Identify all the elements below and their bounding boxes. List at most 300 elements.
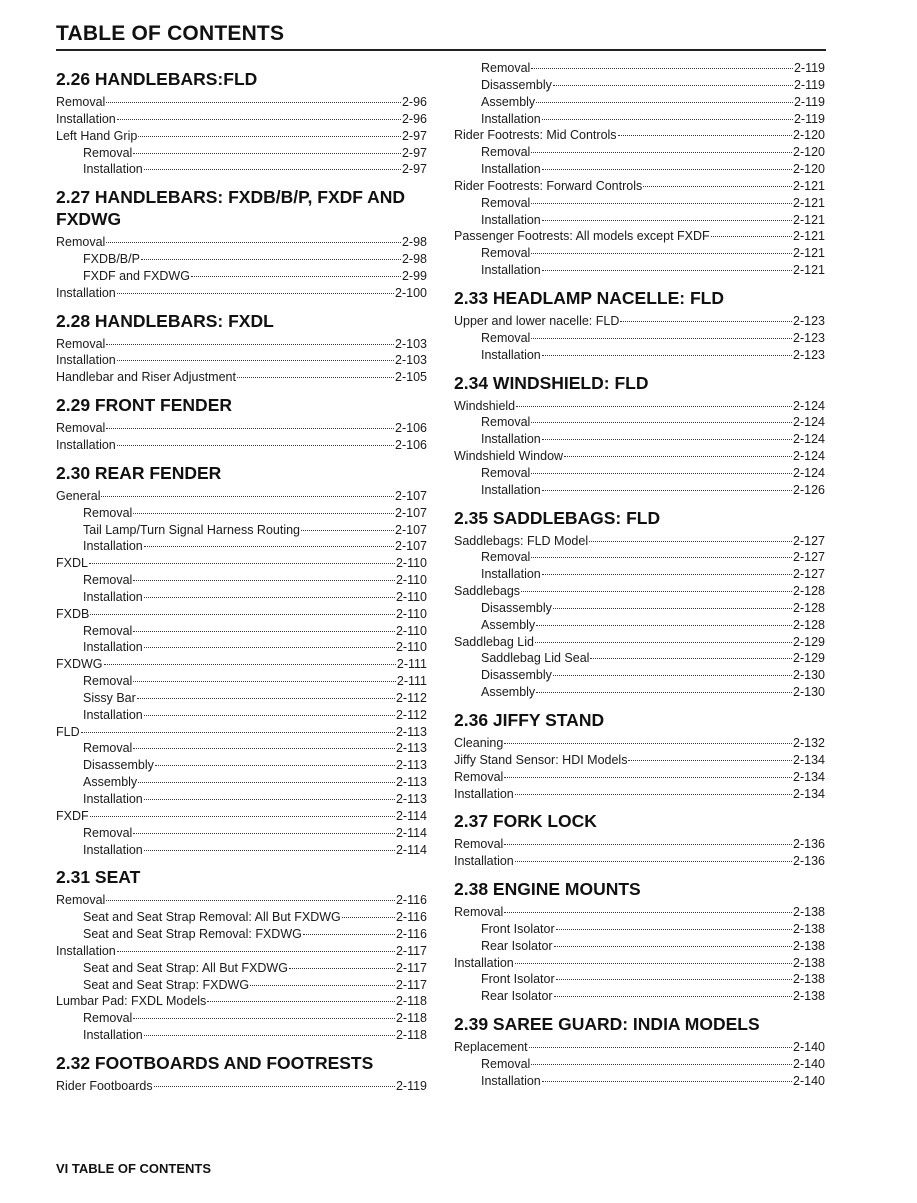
dot-leader [542, 574, 792, 575]
dot-leader [144, 647, 395, 648]
toc-entry-page: 2-100 [395, 285, 427, 300]
toc-entry-page: 2-99 [401, 268, 427, 283]
toc-entry-title: Installation [83, 162, 143, 177]
toc-entry-page: 2-110 [395, 640, 427, 655]
toc-entry-title: Seat and Seat Strap Removal: All But FXDWG [83, 910, 341, 925]
toc-entry-page: 2-128 [793, 617, 825, 632]
toc-entry[interactable] [454, 617, 825, 634]
toc-entry[interactable] [454, 398, 825, 415]
toc-entry-title: FXDWG [56, 657, 103, 672]
toc-entry[interactable] [454, 482, 825, 499]
toc-entry[interactable] [454, 786, 825, 803]
dot-leader [144, 799, 395, 800]
toc-entry-title: Installation [481, 347, 541, 362]
toc-entry-title: FXDB [56, 606, 90, 621]
toc-entry-title: Installation [481, 1073, 541, 1088]
dot-leader [191, 276, 401, 277]
toc-entry[interactable] [56, 993, 427, 1010]
toc-entry[interactable] [454, 955, 825, 972]
toc-entry-page: 2-110 [395, 573, 427, 588]
section-heading: 2.31 SEAT [56, 867, 141, 888]
toc-entry[interactable] [454, 921, 825, 938]
toc-entry-title: Removal [83, 573, 133, 588]
toc-entry[interactable] [454, 212, 825, 229]
dot-leader [106, 344, 394, 345]
toc-entry-page: 2-97 [401, 162, 427, 177]
dot-leader [531, 152, 792, 153]
toc-entry[interactable] [454, 904, 825, 921]
dot-leader [101, 496, 394, 497]
toc-entry[interactable] [454, 938, 825, 955]
toc-entry-title: Removal [454, 769, 504, 784]
toc-entry-title: Removal [481, 415, 531, 430]
toc-entry-title: Rear Isolator [481, 989, 553, 1004]
toc-entry-page: 2-117 [395, 960, 427, 975]
toc-entry[interactable] [56, 909, 427, 926]
toc-entry-title: Installation [481, 263, 541, 278]
toc-entry-page: 2-116 [395, 893, 427, 908]
toc-entry[interactable] [56, 488, 427, 505]
toc-entry-title: Installation [481, 567, 541, 582]
toc-entry[interactable] [56, 234, 427, 251]
dot-leader [536, 102, 793, 103]
toc-entry[interactable] [56, 1010, 427, 1027]
toc-entry[interactable] [56, 639, 427, 656]
toc-entry-page: 2-110 [395, 556, 427, 571]
dot-leader [589, 541, 792, 542]
toc-entry-title: Rider Footrests: Forward Controls [454, 178, 643, 193]
dot-leader [628, 760, 792, 761]
toc-entry-title: Disassembly [481, 668, 552, 683]
toc-entry[interactable] [56, 707, 427, 724]
toc-entry[interactable] [56, 757, 427, 774]
section-heading: 2.34 WINDSHIELD: FLD [454, 372, 649, 393]
toc-entry[interactable] [56, 128, 427, 145]
toc-entry-page: 2-114 [395, 842, 427, 857]
dot-leader [536, 625, 792, 626]
dot-leader [711, 236, 792, 237]
toc-entry[interactable] [454, 60, 825, 77]
toc-entry-page: 2-129 [793, 651, 825, 666]
dot-leader [133, 513, 394, 514]
toc-entry[interactable] [454, 347, 825, 364]
toc-entry[interactable] [454, 600, 825, 617]
toc-entry-title: Disassembly [481, 600, 552, 615]
toc-entry[interactable] [454, 195, 825, 212]
toc-entry-page: 2-127 [793, 567, 825, 582]
toc-entry[interactable] [56, 825, 427, 842]
toc-entry[interactable] [454, 583, 825, 600]
toc-entry-title: Installation [481, 482, 541, 497]
dot-leader [89, 563, 395, 564]
toc-entry-page: 2-120 [793, 128, 825, 143]
toc-entry-page: 2-98 [401, 252, 427, 267]
toc-entry-page: 2-106 [395, 437, 427, 452]
toc-entry[interactable] [56, 251, 427, 268]
toc-entry[interactable] [56, 352, 427, 369]
toc-entry-page: 2-121 [793, 246, 825, 261]
toc-entry-title: Installation [481, 111, 541, 126]
toc-entry[interactable] [56, 926, 427, 943]
toc-entry-title: Removal [56, 95, 106, 109]
section-heading: 2.36 JIFFY STAND [454, 710, 605, 730]
toc-entry-page: 2-126 [793, 482, 825, 497]
dot-leader [643, 186, 792, 187]
toc-entry-title: Assembly [481, 94, 536, 109]
toc-entry-page: 2-120 [793, 162, 825, 177]
dot-leader [531, 253, 792, 254]
dot-leader [144, 850, 395, 851]
toc-entry-page: 2-140 [793, 1040, 825, 1055]
toc-entry[interactable] [56, 111, 427, 128]
section-heading: 2.33 HEADLAMP NACELLE: FLD [454, 287, 724, 308]
dot-leader [553, 85, 793, 86]
toc-entry-page: 2-123 [793, 313, 825, 328]
toc-entry-page: 2-116 [395, 927, 427, 942]
dot-leader [144, 169, 401, 170]
toc-entry[interactable] [56, 285, 427, 302]
toc-entry-title: Removal [481, 330, 531, 345]
toc-entry[interactable] [454, 1039, 825, 1056]
toc-entry[interactable] [56, 538, 427, 555]
toc-entry-page: 2-96 [401, 95, 427, 109]
toc-entry-title: Removal [481, 246, 531, 261]
toc-entry[interactable] [454, 465, 825, 482]
toc-entry-page: 2-124 [793, 415, 825, 430]
toc-entry-title: Seat and Seat Strap: FXDWG [83, 977, 250, 992]
toc-entry-page: 2-120 [793, 145, 825, 160]
toc-entry-title: Removal [481, 195, 531, 210]
toc-entry-page: 2-136 [793, 837, 825, 852]
toc-entry[interactable] [454, 1073, 825, 1090]
toc-entry-title: Tail Lamp/Turn Signal Harness Routing [83, 522, 301, 537]
toc-entry-title: Disassembly [83, 758, 154, 773]
toc-entry[interactable] [56, 960, 427, 977]
toc-entry[interactable] [454, 684, 825, 701]
toc-entry-title: Front Isolator [481, 921, 555, 936]
dot-leader [531, 1064, 792, 1065]
dot-leader [535, 642, 792, 643]
toc-entry-page: 2-117 [395, 943, 427, 958]
toc-entry-page: 2-124 [793, 449, 825, 464]
toc-entry[interactable] [56, 673, 427, 690]
toc-entry[interactable] [454, 313, 825, 330]
toc-entry[interactable] [454, 111, 825, 128]
toc-entry[interactable] [56, 572, 427, 589]
toc-entry[interactable] [56, 522, 427, 539]
toc-entry-page: 2-103 [395, 353, 427, 368]
toc-entry-title: Jiffy Stand Sensor: HDI Models [454, 752, 628, 767]
toc-entry[interactable] [56, 1027, 427, 1044]
section-heading: 2.38 ENGINE MOUNTS [454, 879, 641, 900]
toc-entry[interactable] [454, 549, 825, 566]
toc-entry-page: 2-123 [793, 347, 825, 362]
toc-entry-title: Left Hand Grip [56, 128, 138, 143]
toc-entry-title: Handlebar and Riser Adjustment [56, 370, 236, 385]
dot-leader [618, 135, 792, 136]
toc-entry[interactable] [56, 791, 427, 808]
toc-entry-page: 2-127 [793, 550, 825, 565]
dot-leader [542, 220, 792, 221]
toc-entry[interactable] [56, 656, 427, 673]
toc-entry[interactable] [454, 1056, 825, 1073]
toc-entry-title: Installation [56, 353, 116, 368]
toc-entry[interactable] [56, 268, 427, 285]
toc-entry[interactable] [454, 836, 825, 853]
toc-entry-page: 2-124 [793, 398, 825, 413]
toc-entry[interactable] [56, 336, 427, 353]
section-heading: 2.39 SAREE GUARD: INDIA MODELS [454, 1014, 760, 1035]
toc-entry-title: Installation [83, 792, 143, 806]
dot-leader [531, 557, 792, 558]
toc-entry-page: 2-134 [793, 769, 825, 784]
toc-entry[interactable] [56, 369, 427, 386]
toc-entry-title: Installation [83, 1028, 143, 1043]
toc-entry[interactable] [56, 892, 427, 909]
dot-leader [133, 1018, 395, 1019]
toc-entry-title: Passenger Footrests: All models except FXDF [454, 229, 710, 244]
toc-entry-title: Replacement [454, 1040, 528, 1055]
toc-entry[interactable] [56, 437, 427, 454]
toc-entry-page: 2-118 [395, 1011, 427, 1026]
toc-entry-page: 2-119 [793, 94, 825, 109]
dot-leader [141, 259, 401, 260]
toc-entry-title: Rear Isolator [481, 938, 553, 953]
toc-entry[interactable] [56, 420, 427, 437]
toc-entry-page: 2-114 [395, 825, 427, 840]
toc-entry-title: Saddlebag Lid [454, 634, 534, 649]
dot-leader [133, 631, 395, 632]
toc-entry[interactable] [454, 245, 825, 262]
toc-entry[interactable] [454, 178, 825, 195]
toc-entry-title: Removal [83, 741, 133, 756]
toc-entry-page: 2-127 [793, 533, 825, 548]
toc-entry-page: 2-140 [793, 1056, 825, 1071]
dot-leader [542, 490, 792, 491]
dot-leader [342, 917, 395, 918]
dot-leader [590, 658, 792, 659]
dot-leader [516, 406, 792, 407]
toc-entry-page: 2-113 [395, 741, 427, 756]
toc-entry-title: Removal [56, 235, 106, 250]
toc-entry[interactable] [56, 606, 427, 623]
toc-entry[interactable] [56, 589, 427, 606]
toc-entry[interactable] [56, 145, 427, 162]
toc-entry[interactable] [56, 977, 427, 994]
toc-entry[interactable] [56, 94, 427, 111]
toc-entry[interactable] [454, 634, 825, 651]
toc-entry-page: 2-138 [793, 905, 825, 920]
toc-left-column [56, 60, 427, 1095]
dot-leader [515, 794, 792, 795]
toc-entry-page: 2-105 [395, 370, 427, 385]
toc-entry-title: Installation [56, 285, 116, 300]
toc-entry-title: Installation [454, 854, 514, 869]
toc-entry-title: Lumbar Pad: FXDL Models [56, 994, 207, 1009]
toc-entry-page: 2-107 [395, 505, 427, 520]
toc-entry[interactable] [56, 808, 427, 825]
dot-leader [133, 833, 395, 834]
toc-entry-page: 2-107 [395, 488, 427, 503]
dot-leader [106, 102, 401, 103]
toc-entry-page: 2-96 [401, 111, 427, 126]
toc-entry-page: 2-123 [793, 330, 825, 345]
toc-entry[interactable] [454, 77, 825, 94]
toc-entry-title: Removal [83, 623, 133, 638]
toc-entry[interactable] [454, 566, 825, 583]
toc-entry-page: 2-121 [793, 229, 825, 244]
dot-leader [117, 445, 394, 446]
toc-entry-page: 2-116 [395, 910, 427, 925]
toc-entry-title: Saddlebag Lid Seal [481, 651, 590, 666]
toc-entry-page: 2-129 [793, 634, 825, 649]
toc-entry[interactable] [56, 623, 427, 640]
dot-leader [542, 1081, 792, 1082]
toc-entry-title: Removal [83, 825, 133, 840]
toc-entry-title: Removal [56, 893, 106, 908]
toc-entry-title: Installation [56, 111, 116, 126]
toc-entry[interactable] [454, 769, 825, 786]
toc-entry-page: 2-119 [793, 61, 825, 75]
section-heading: 2.26 HANDLEBARS:FLD [56, 69, 258, 89]
dot-leader [531, 422, 792, 423]
toc-entry[interactable] [454, 533, 825, 550]
toc-entry[interactable] [454, 431, 825, 448]
toc-entry[interactable] [454, 735, 825, 752]
toc-entry-title: Seat and Seat Strap: All But FXDWG [83, 960, 288, 975]
toc-entry[interactable] [454, 144, 825, 161]
dot-leader [137, 698, 395, 699]
toc-entry-title: Removal [83, 1011, 133, 1026]
toc-entry-title: Rider Footrests: Mid Controls [454, 128, 617, 143]
dot-leader [542, 119, 793, 120]
dot-leader [90, 816, 395, 817]
toc-entry-page: 2-128 [793, 584, 825, 599]
dot-leader [144, 1035, 395, 1036]
toc-entry-page: 2-107 [395, 539, 427, 554]
dot-leader [531, 68, 793, 69]
toc-entry-page: 2-117 [395, 977, 427, 992]
toc-entry-title: Rider Footboards [56, 1078, 153, 1093]
toc-entry-title: Assembly [481, 617, 536, 632]
toc-entry-title: Installation [56, 437, 116, 452]
dot-leader [531, 338, 792, 339]
dot-leader [250, 985, 395, 986]
page-footer: VI TABLE OF CONTENTS [56, 1161, 212, 1176]
dot-leader [138, 782, 395, 783]
toc-entry-title: Removal [83, 505, 133, 520]
toc-entry-title: Assembly [481, 685, 536, 700]
toc-entry-page: 2-110 [395, 606, 427, 621]
toc-entry[interactable] [56, 774, 427, 791]
toc-entry[interactable] [56, 842, 427, 859]
toc-entry-title: Installation [56, 943, 116, 958]
dot-leader [554, 946, 792, 947]
toc-entry[interactable] [56, 740, 427, 757]
dot-leader [144, 597, 395, 598]
toc-entry[interactable] [454, 330, 825, 347]
dot-leader [553, 675, 792, 676]
dot-leader [303, 934, 395, 935]
toc-entry-page: 2-119 [793, 77, 825, 92]
toc-entry-title: FLD [56, 724, 80, 739]
toc-entry-title: Installation [454, 955, 514, 970]
toc-entry[interactable] [56, 724, 427, 741]
toc-entry[interactable] [454, 414, 825, 431]
toc-entry-title: Cleaning [454, 736, 504, 750]
toc-entry-title: General [56, 488, 101, 503]
dot-leader [117, 293, 394, 294]
toc-entry[interactable] [56, 555, 427, 572]
dot-leader [138, 136, 401, 137]
toc-entry[interactable] [454, 650, 825, 667]
toc-entry-page: 2-134 [793, 752, 825, 767]
dot-leader [554, 996, 792, 997]
dot-leader [515, 963, 792, 964]
toc-entry-title: FXDB/B/P [83, 252, 140, 267]
dot-leader [542, 355, 792, 356]
toc-entry-title: Saddlebags [454, 584, 521, 599]
toc-entry-page: 2-113 [395, 724, 427, 739]
dot-leader [620, 321, 792, 322]
toc-entry[interactable] [56, 1078, 427, 1095]
toc-entry[interactable] [454, 667, 825, 684]
toc-entry[interactable] [454, 127, 825, 144]
toc-entry-title: Installation [481, 212, 541, 227]
dot-leader [556, 929, 792, 930]
toc-entry[interactable] [454, 228, 825, 245]
dot-leader [133, 580, 395, 581]
toc-entry[interactable] [454, 971, 825, 988]
toc-entry-page: 2-134 [793, 786, 825, 801]
dot-leader [289, 968, 395, 969]
section-heading: 2.35 SADDLEBAGS: FLD [454, 507, 661, 528]
toc-entry-page: 2-113 [395, 792, 427, 806]
toc-entry-page: 2-132 [793, 736, 825, 750]
toc-entry-title: Removal [481, 145, 531, 160]
toc-entry-page: 2-130 [793, 685, 825, 700]
toc-entry-page: 2-118 [395, 1028, 427, 1043]
dot-leader [106, 242, 401, 243]
toc-entry[interactable] [56, 690, 427, 707]
toc-entry-page: 2-97 [401, 128, 427, 143]
toc-entry[interactable] [454, 752, 825, 769]
toc-entry[interactable] [56, 943, 427, 960]
toc-entry-page: 2-110 [395, 589, 427, 604]
toc-entry[interactable] [454, 448, 825, 465]
dot-leader [529, 1047, 792, 1048]
toc-entry[interactable] [454, 988, 825, 1005]
toc-entry[interactable] [454, 853, 825, 870]
toc-entry[interactable] [56, 505, 427, 522]
toc-entry[interactable] [454, 94, 825, 111]
toc-entry[interactable] [454, 262, 825, 279]
toc-entry[interactable] [56, 161, 427, 178]
toc-entry-page: 2-119 [395, 1078, 427, 1093]
toc-entry-page: 2-112 [395, 707, 427, 722]
toc-entry[interactable] [454, 161, 825, 178]
toc-entry-page: 2-118 [395, 994, 427, 1009]
toc-entry-title: Installation [83, 707, 143, 722]
toc-entry-title: Sissy Bar [83, 690, 136, 705]
dot-leader [155, 765, 395, 766]
toc-entry-page: 2-138 [793, 921, 825, 936]
toc-entry-title: Removal [56, 421, 106, 436]
section-heading: 2.37 FORK LOCK [454, 811, 597, 832]
toc-right-column [454, 60, 825, 1090]
dot-leader [556, 979, 792, 980]
toc-entry-page: 2-121 [793, 178, 825, 193]
